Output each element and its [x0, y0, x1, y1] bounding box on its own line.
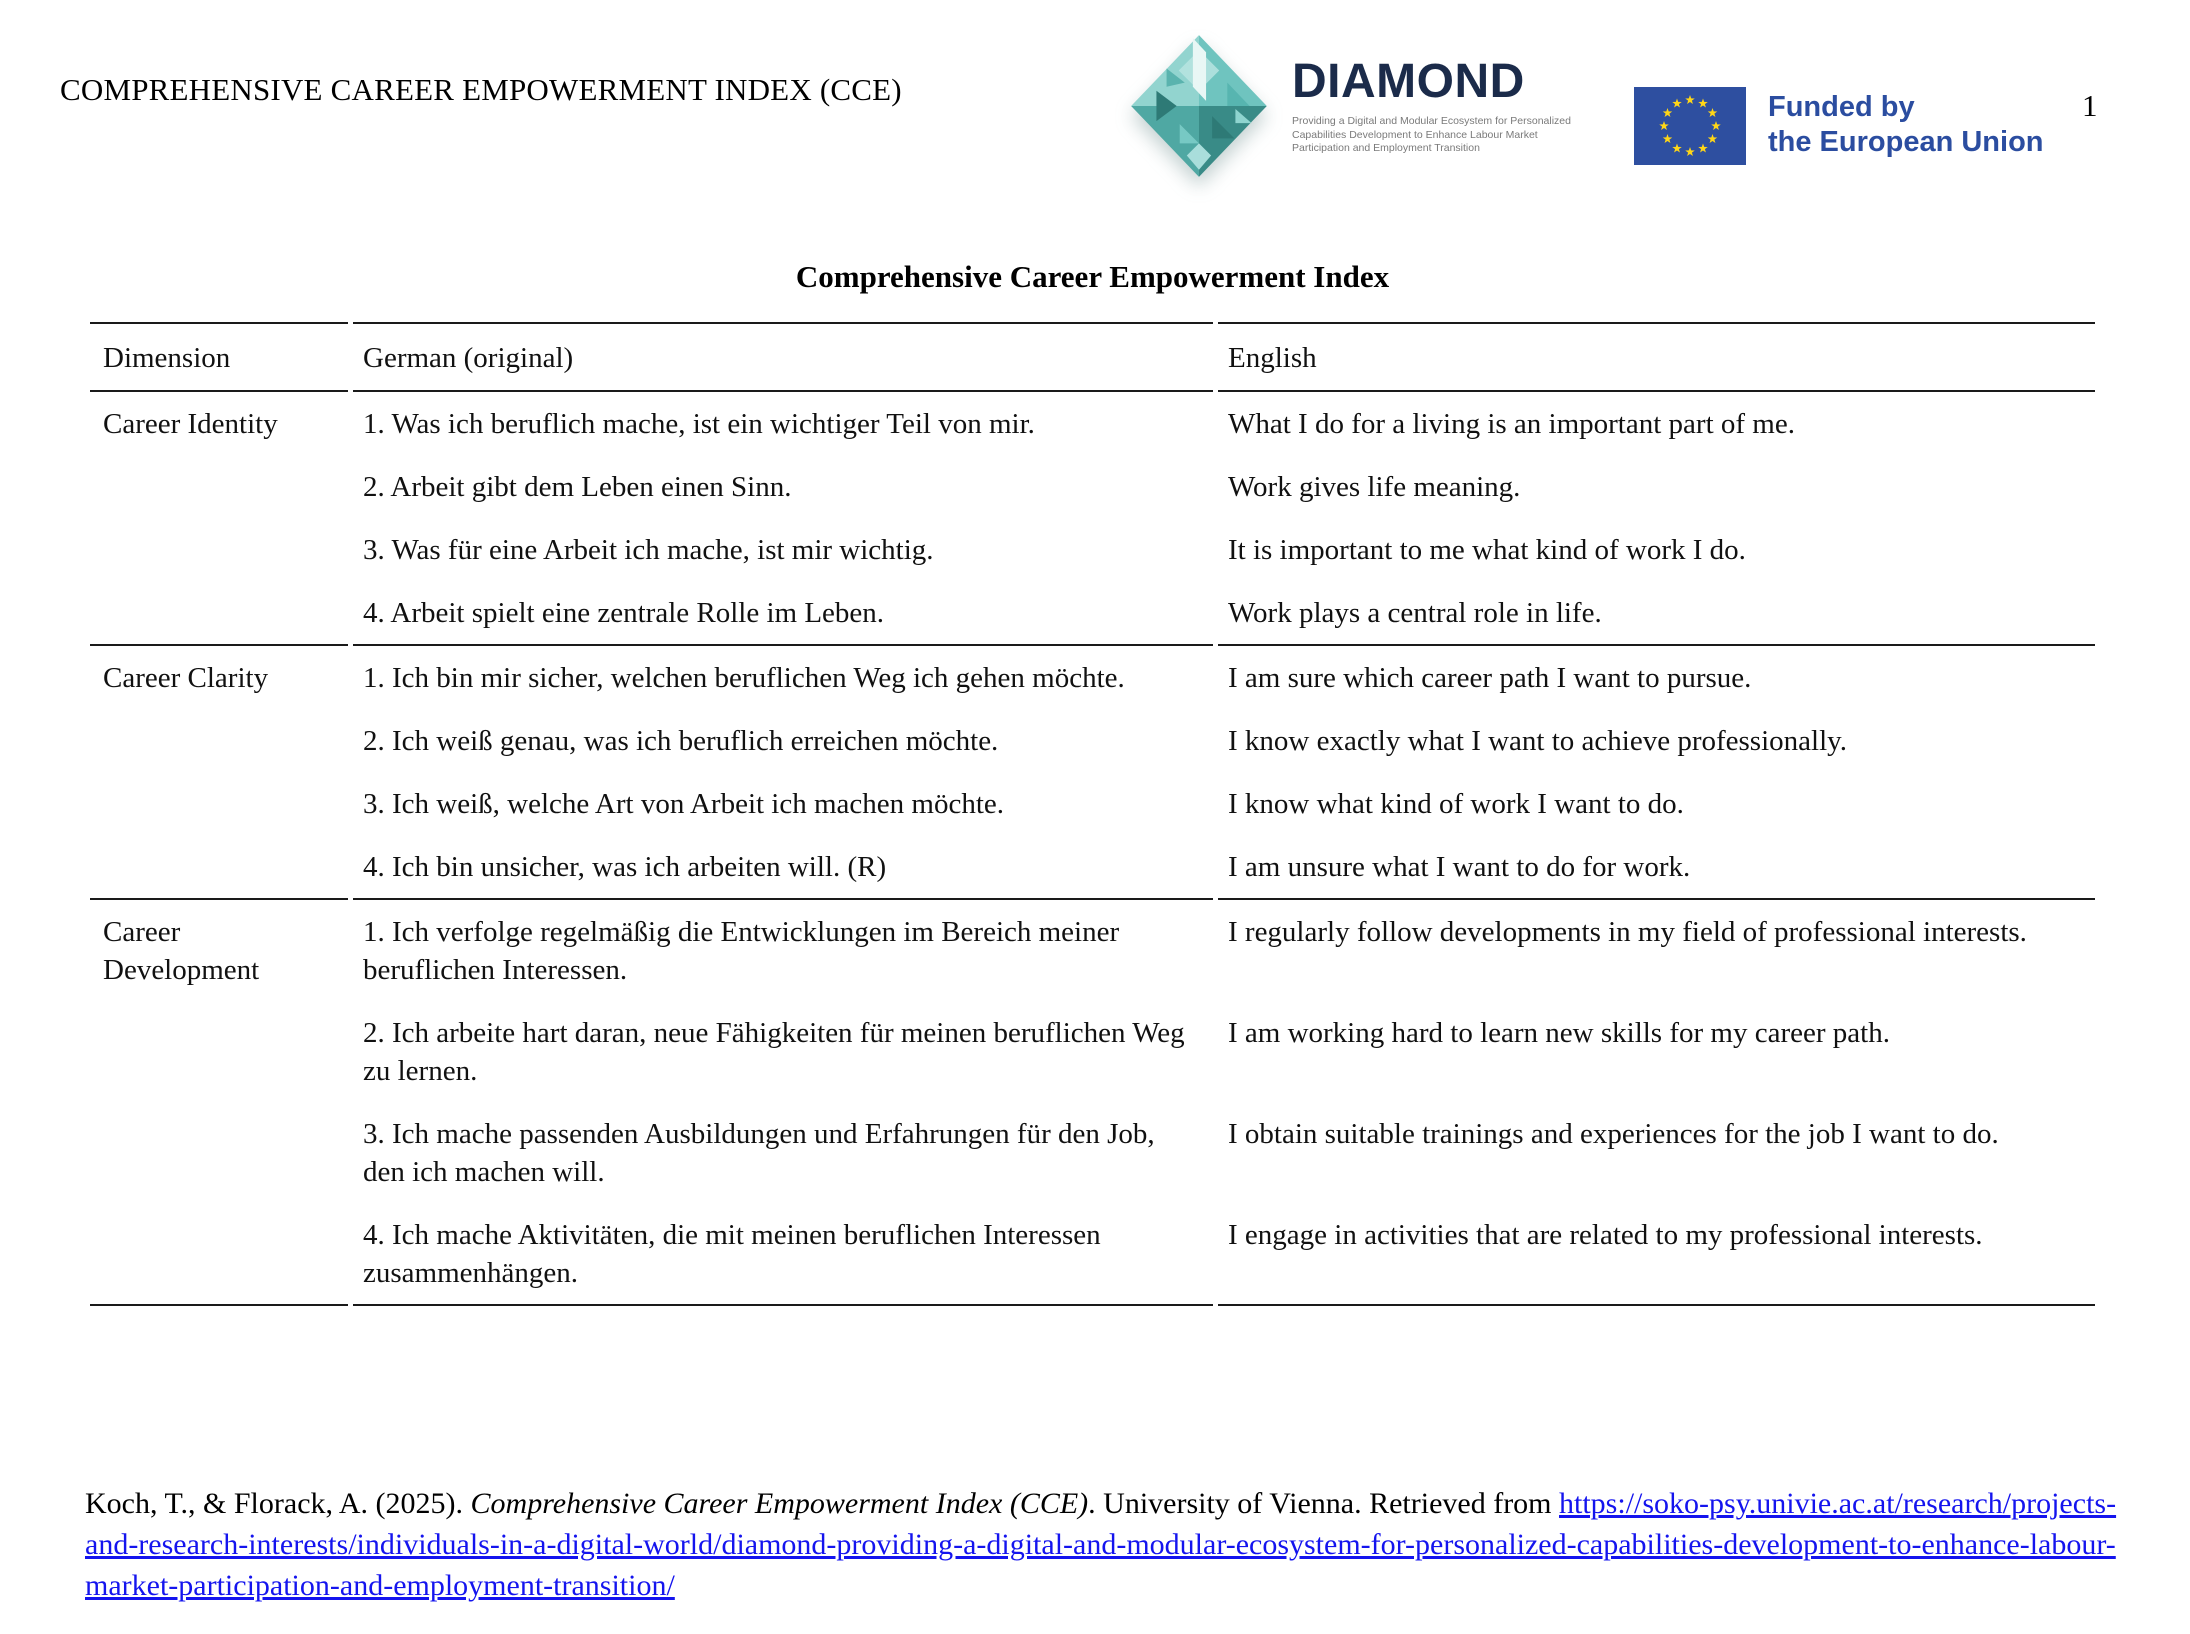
english-item: I am unsure what I want to do for work. — [1218, 835, 2095, 900]
diamond-wordmark: DIAMOND — [1292, 55, 1525, 108]
table-row — [90, 581, 2095, 646]
eu-funding-line2: the European Union — [1768, 125, 2044, 158]
cce-table-body — [90, 392, 2095, 1306]
german-item: 3. Ich mache passenden Ausbildungen und Erfahrungen für den Job, den ich machen will. — [363, 1118, 1155, 1188]
eu-funding-label — [1768, 90, 2044, 160]
german-item: 2. Ich weiß genau, was ich beruflich erreichen möchte. — [363, 725, 999, 757]
table-row — [90, 900, 2095, 1001]
english-item: I regularly follow developments in my field of professional interests. — [1228, 916, 2027, 948]
german-item: 3. Was für eine Arbeit ich mache, ist mir wichtig. — [363, 534, 934, 566]
diamond-tagline: Providing a Digital and Modular Ecosystem for Personalized Capabilities Development to Enhance Labour Market Participation and Employment Transition — [1292, 115, 1571, 155]
table-row — [90, 646, 2095, 709]
german-item: 3. Ich weiß, welche Art von Arbeit ich machen möchte. — [363, 788, 1005, 820]
english-item: I know exactly what I want to achieve professionally. — [1228, 725, 1847, 757]
citation — [85, 1483, 2117, 1606]
english-item: Work gives life meaning. — [1228, 471, 1521, 503]
table-row — [90, 392, 2095, 455]
table-row — [90, 518, 2095, 581]
german-item: 4. Ich mache Aktivitäten, die mit meinen beruflichen Interessen zusammenhängen. — [353, 1203, 1213, 1306]
english-item: I am sure which career path I want to pursue. — [1228, 662, 1752, 694]
german-item: 1. Ich bin mir sicher, welchen beruflichen Weg ich gehen möchte. — [363, 662, 1125, 694]
document-header-title: COMPREHENSIVE CAREER EMPOWERMENT INDEX (CCE) — [60, 72, 902, 107]
table-title: Comprehensive Career Empowerment Index — [795, 259, 1390, 294]
english-item: Work plays a central role in life. — [1218, 581, 2095, 646]
table-row — [90, 1001, 2095, 1102]
col-header-dimension: Dimension — [90, 322, 348, 392]
german-item: 4. Arbeit spielt eine zentrale Rolle im Leben. — [353, 581, 1213, 646]
german-item: 2. Ich arbeite hart daran, neue Fähigkeiten für meinen beruflichen Weg zu lernen. — [363, 1017, 1185, 1087]
citation-link[interactable]: https://soko-psy.univie.ac.at/research/projects-and-research-interests/individuals-in-a-digital-world/diamond-providing-a-digital-and-modular-ecosystem-for-personalized-capabilities-development-to-enhance-labour-market-participation-and-employment-transition/ — [85, 1487, 2117, 1602]
table-row — [90, 455, 2095, 518]
eu-flag-icon — [1634, 84, 1746, 168]
english-item: It is important to me what kind of work I do. — [1228, 534, 1746, 566]
page-number: 1 — [2082, 88, 2098, 123]
col-header-german: German (original) — [353, 322, 1213, 392]
diamond-logo-text — [1292, 55, 1592, 156]
table-row — [90, 772, 2095, 835]
dimension-cell: Career Identity — [90, 392, 348, 646]
german-item: 4. Ich bin unsicher, was ich arbeiten will. (R) — [353, 835, 1213, 900]
citation-text: . University of Vienna. Retrieved from — [1088, 1487, 1560, 1520]
english-item: I am working hard to learn new skills for my career path. — [1228, 1017, 1890, 1049]
dimension-cell: Career Clarity — [90, 646, 348, 900]
english-item: What I do for a living is an important part of me. — [1228, 408, 1795, 440]
col-header-english: English — [1218, 322, 2095, 392]
eu-funding-line1: Funded by — [1768, 91, 1915, 123]
table-row — [90, 709, 2095, 772]
citation-text: Koch, T., & Florack, A. (2025). — [85, 1487, 471, 1520]
table-row — [90, 835, 2095, 900]
main-content — [85, 258, 2100, 1306]
diamond-logo-icon — [1126, 30, 1278, 192]
english-item: I obtain suitable trainings and experiences for the job I want to do. — [1228, 1118, 1999, 1150]
table-row — [90, 1102, 2095, 1203]
dimension-cell: Career Development — [90, 900, 348, 1306]
cce-table — [85, 322, 2100, 1306]
table-header-row — [90, 322, 2095, 392]
english-item: I know what kind of work I want to do. — [1228, 788, 1684, 820]
german-item: 1. Was ich beruflich mache, ist ein wichtiger Teil von mir. — [363, 408, 1035, 440]
german-item: 2. Arbeit gibt dem Leben einen Sinn. — [363, 471, 792, 503]
table-row — [90, 1203, 2095, 1306]
german-item: 1. Ich verfolge regelmäßig die Entwicklungen im Bereich meiner beruflichen Interessen. — [363, 916, 1120, 986]
citation-text: Comprehensive Career Empowerment Index (CCE) — [470, 1487, 1089, 1520]
english-item: I engage in activities that are related to my professional interests. — [1218, 1203, 2095, 1306]
